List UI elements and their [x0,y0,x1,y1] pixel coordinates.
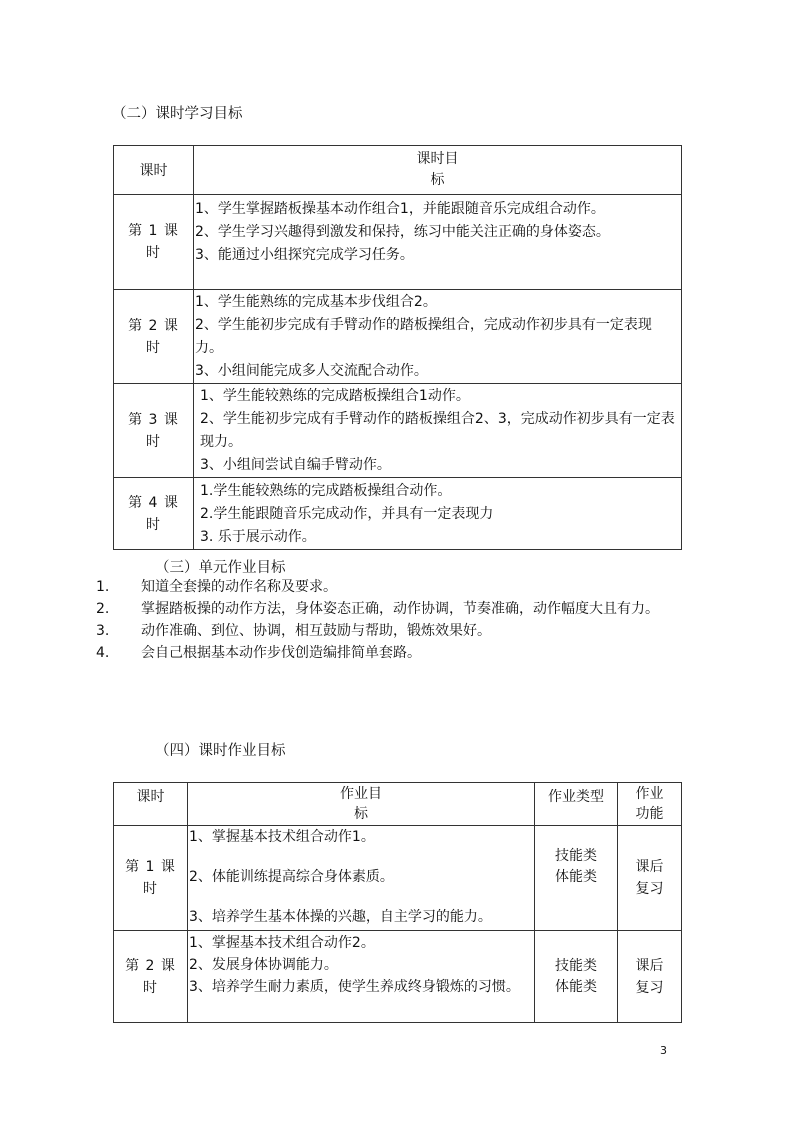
table-row [114,478,682,550]
list-item-number: 1. [96,579,110,595]
header-goal: 作业目 标 [188,783,535,826]
goal-cell: 1、学生能较熟练的完成踏板操组合1动作。 2、学生能初步完成有手臂动作的踏板操组合2、3，完成动作初步具有一定表现力。 3、小组间尝试自编手臂动作。 [194,384,682,478]
goal-cell: 1、掌握基本技术组合动作1。 2、体能训练提高综合身体素质。 3、培养学生基本体操的兴趣，自主学习的能力。 [188,826,535,931]
lesson-cell: 第 1 课 时 [114,195,194,290]
section-2-heading: （二）课时学习目标 [112,106,243,122]
list-item-text: 会自己根据基本动作步伐创造编排简单套路。 [141,645,421,661]
list-item [96,620,696,642]
list-item [96,598,696,620]
function-cell: 课后 复习 [618,931,682,1023]
goal-cell: 1.学生能较熟练的完成踏板操组合动作。 2.学生能跟随音乐完成动作，并具有一定表现力 3. 乐于展示动作。 [194,478,682,550]
lesson-cell: 第 3 课 时 [114,384,194,478]
section-3-heading: （三）单元作业目标 [155,560,286,576]
unit-homework-goals-list [96,576,696,664]
page-number: 3 [660,1044,667,1057]
header-lesson: 课时 [114,783,188,826]
lesson-cell: 第 1 课 时 [114,826,188,931]
lesson-goals-table [113,145,682,550]
type-cell: 技能类 体能类 [535,826,618,931]
table-row [114,384,682,478]
list-item-text: 掌握踏板操的动作方法，身体姿态正确，动作协调，节奏准确，动作幅度大且有力。 [141,601,659,617]
homework-goals-table [113,782,682,1023]
goal-cell: 1、学生能熟练的完成基本步伐组合2。 2、学生能初步完成有手臂动作的踏板操组合，完成动作初步具有一定表现力。 3、小组间能完成多人交流配合动作。 [194,290,682,384]
goal-cell: 1、学生掌握踏板操基本动作组合1，并能跟随音乐完成组合动作。 2、学生学习兴趣得到激发和保持，练习中能关注正确的身体姿态。 3、能通过小组探究完成学习任务。 [194,195,682,290]
list-item-text: 动作准确、到位、协调，相互鼓励与帮助，锻炼效果好。 [141,623,491,639]
table-header-row [114,146,682,195]
header-type: 作业类型 [535,783,618,826]
lesson-cell: 第 2 课 时 [114,931,188,1023]
list-item-number: 4. [96,645,110,661]
header-goal: 课时目 标 [194,146,682,195]
type-cell: 技能类 体能类 [535,931,618,1023]
lesson-cell: 第 2 课 时 [114,290,194,384]
function-cell: 课后 复习 [618,826,682,931]
list-item-text: 知道全套操的动作名称及要求。 [141,579,337,595]
header-function: 作业 功能 [618,783,682,826]
lesson-cell: 第 4 课 时 [114,478,194,550]
table-row [114,826,682,931]
list-item-number: 2. [96,601,110,617]
section-4-heading: （四）课时作业目标 [155,743,286,759]
list-item [96,576,696,598]
header-lesson: 课时 [114,146,194,195]
table-row [114,195,682,290]
table-header-row [114,783,682,826]
table-row [114,290,682,384]
table-row [114,931,682,1023]
goal-cell: 1、掌握基本技术组合动作2。 2、发展身体协调能力。 3、培养学生耐力素质，使学生养成终身锻炼的习惯。 [188,931,535,1023]
list-item [96,642,696,664]
list-item-number: 3. [96,623,110,639]
